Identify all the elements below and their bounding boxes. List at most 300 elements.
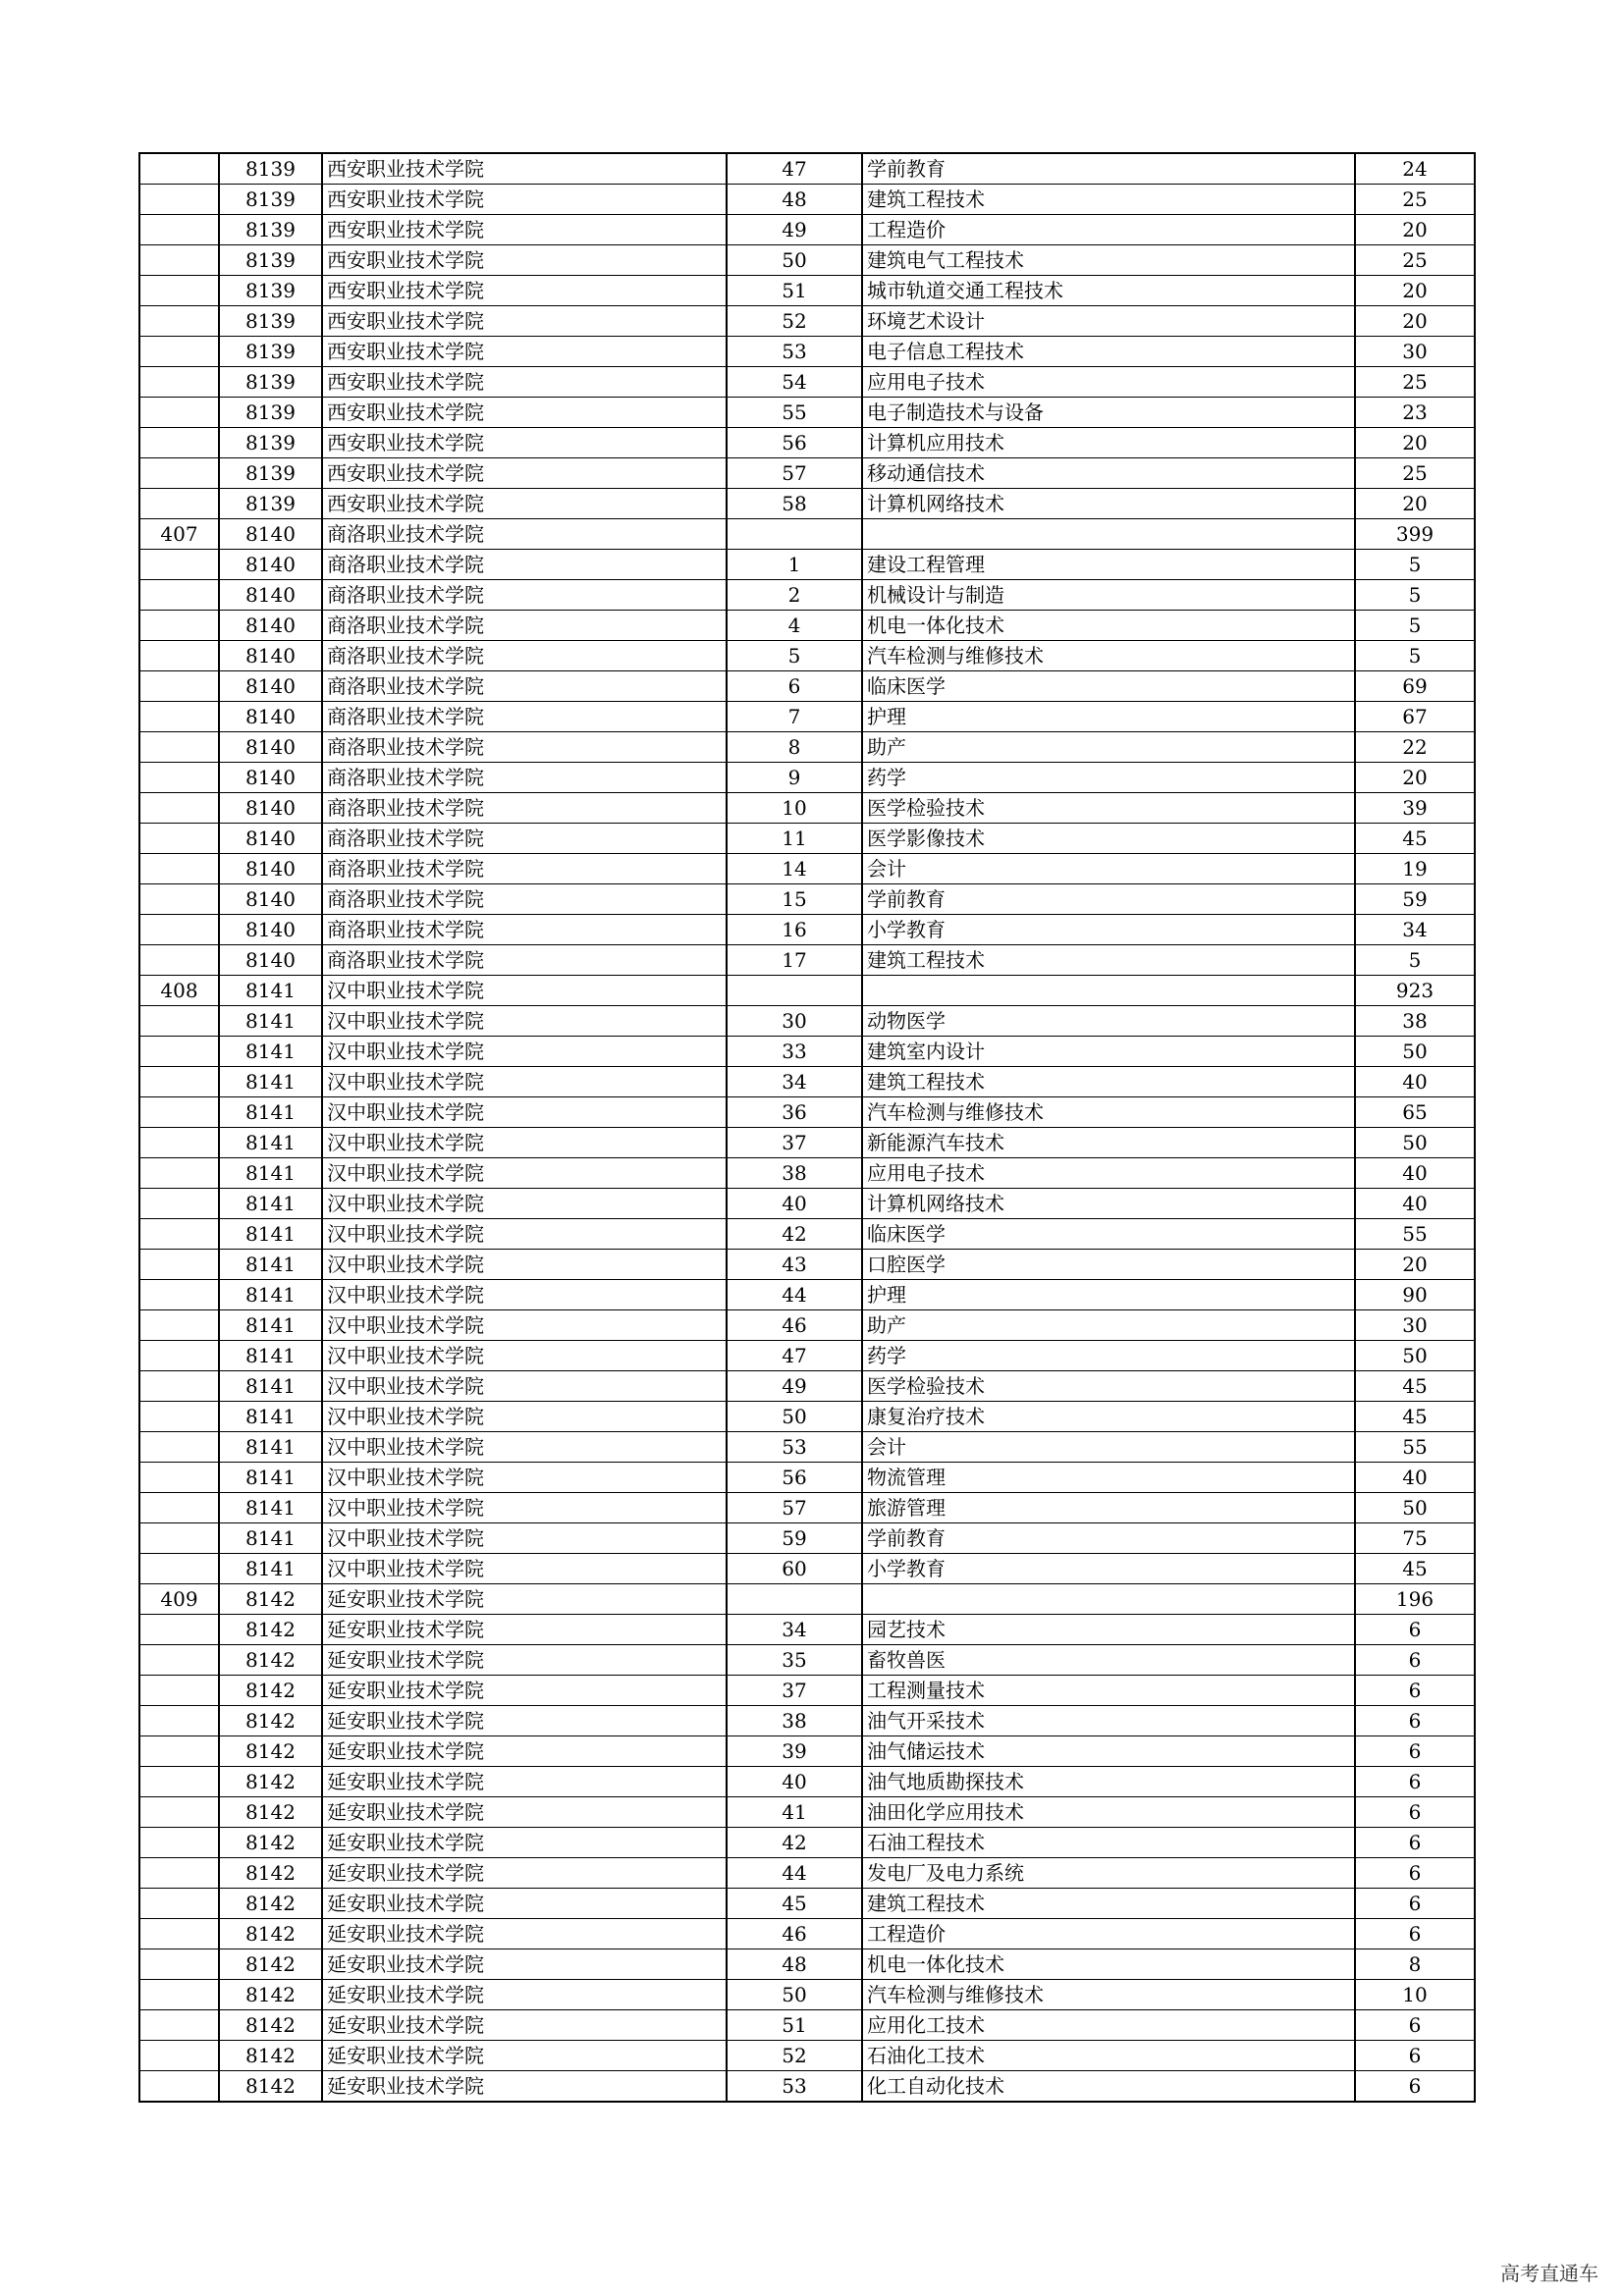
- seq-cell: [139, 1310, 219, 1341]
- plan-count-cell: 6: [1355, 1797, 1475, 1828]
- program-name-cell: 建筑工程技术: [862, 945, 1355, 976]
- school-name-cell: 延安职业技术学院: [322, 1645, 727, 1676]
- school-name-cell: 商洛职业技术学院: [322, 580, 727, 611]
- table-row: [139, 1980, 1475, 2010]
- seq-cell: [139, 793, 219, 824]
- plan-count-cell: 22: [1355, 732, 1475, 763]
- table-row: [139, 1889, 1475, 1919]
- school-name-cell: 延安职业技术学院: [322, 2071, 727, 2103]
- school-name-cell: 汉中职业技术学院: [322, 1037, 727, 1067]
- seq-cell: [139, 245, 219, 276]
- table-row: [139, 1432, 1475, 1463]
- table-row: [139, 550, 1475, 580]
- program-code-cell: 5: [727, 641, 862, 671]
- seq-cell: [139, 185, 219, 215]
- program-name-cell: 化工自动化技术: [862, 2071, 1355, 2103]
- table-row: [139, 1006, 1475, 1037]
- program-code-cell: 16: [727, 915, 862, 945]
- table-row: [139, 1828, 1475, 1858]
- plan-count-cell: 40: [1355, 1189, 1475, 1219]
- school-code-cell: 8140: [219, 732, 322, 763]
- school-code-cell: 8141: [219, 1158, 322, 1189]
- school-code-cell: 8142: [219, 1980, 322, 2010]
- program-code-cell: 4: [727, 611, 862, 641]
- program-name-cell: 石油化工技术: [862, 2041, 1355, 2071]
- program-name-cell: 会计: [862, 854, 1355, 884]
- school-code-cell: 8140: [219, 854, 322, 884]
- school-name-cell: 延安职业技术学院: [322, 1919, 727, 1949]
- program-code-cell: 40: [727, 1189, 862, 1219]
- school-name-cell: 商洛职业技术学院: [322, 671, 727, 702]
- program-name-cell: 学前教育: [862, 1523, 1355, 1554]
- program-code-cell: 46: [727, 1310, 862, 1341]
- school-name-cell: 汉中职业技术学院: [322, 1310, 727, 1341]
- program-code-cell: 52: [727, 2041, 862, 2071]
- program-name-cell: 建筑工程技术: [862, 1067, 1355, 1097]
- seq-cell: [139, 489, 219, 519]
- table-row: [139, 1706, 1475, 1736]
- school-code-cell: 8139: [219, 337, 322, 367]
- program-code-cell: 50: [727, 245, 862, 276]
- plan-count-cell: 10: [1355, 1980, 1475, 2010]
- table-row: [139, 1250, 1475, 1280]
- table-row: [139, 732, 1475, 763]
- plan-count-cell: 30: [1355, 337, 1475, 367]
- program-code-cell: 36: [727, 1097, 862, 1128]
- program-name-cell: 油气开采技术: [862, 1706, 1355, 1736]
- program-name-cell: 计算机应用技术: [862, 428, 1355, 458]
- seq-cell: [139, 1067, 219, 1097]
- school-name-cell: 延安职业技术学院: [322, 1767, 727, 1797]
- plan-count-cell: 40: [1355, 1067, 1475, 1097]
- program-code-cell: 44: [727, 1858, 862, 1889]
- seq-cell: [139, 1858, 219, 1889]
- table-row: [139, 915, 1475, 945]
- program-code-cell: 53: [727, 337, 862, 367]
- plan-count-cell: 45: [1355, 824, 1475, 854]
- seq-cell: [139, 1676, 219, 1706]
- school-name-cell: 汉中职业技术学院: [322, 1463, 727, 1493]
- plan-count-cell: 5: [1355, 641, 1475, 671]
- plan-count-cell: 65: [1355, 1097, 1475, 1128]
- table-row: [139, 1310, 1475, 1341]
- table-row: [139, 1736, 1475, 1767]
- program-code-cell: 34: [727, 1067, 862, 1097]
- school-name-cell: 延安职业技术学院: [322, 1706, 727, 1736]
- school-name-cell: 西安职业技术学院: [322, 215, 727, 245]
- program-name-cell: 发电厂及电力系统: [862, 1858, 1355, 1889]
- program-code-cell: 56: [727, 1463, 862, 1493]
- table-row: [139, 1189, 1475, 1219]
- program-name-cell: 环境艺术设计: [862, 306, 1355, 337]
- table-row: [139, 306, 1475, 337]
- program-code-cell: 17: [727, 945, 862, 976]
- school-code-cell: 8141: [219, 1250, 322, 1280]
- school-name-cell: 汉中职业技术学院: [322, 1280, 727, 1310]
- seq-cell: [139, 1219, 219, 1250]
- table-row: [139, 884, 1475, 915]
- program-code-cell: 44: [727, 1280, 862, 1310]
- seq-cell: [139, 1645, 219, 1676]
- plan-count-cell: 50: [1355, 1037, 1475, 1067]
- program-name-cell: 医学检验技术: [862, 1371, 1355, 1402]
- program-code-cell: [727, 519, 862, 550]
- school-code-cell: 8141: [219, 1523, 322, 1554]
- plan-count-cell: 45: [1355, 1371, 1475, 1402]
- program-name-cell: 旅游管理: [862, 1493, 1355, 1523]
- school-code-cell: 8141: [219, 1037, 322, 1067]
- seq-cell: [139, 1828, 219, 1858]
- plan-count-cell: 45: [1355, 1554, 1475, 1584]
- program-name-cell: 油气地质勘探技术: [862, 1767, 1355, 1797]
- table-row: [139, 1128, 1475, 1158]
- school-code-cell: 8142: [219, 2010, 322, 2041]
- school-code-cell: 8142: [219, 1889, 322, 1919]
- program-name-cell: 机械设计与制造: [862, 580, 1355, 611]
- school-code-cell: 8141: [219, 1402, 322, 1432]
- table-row: [139, 245, 1475, 276]
- program-code-cell: 55: [727, 398, 862, 428]
- program-code-cell: 53: [727, 2071, 862, 2103]
- table-body: [139, 153, 1475, 2102]
- school-name-cell: 汉中职业技术学院: [322, 1371, 727, 1402]
- school-name-cell: 汉中职业技术学院: [322, 1402, 727, 1432]
- school-name-cell: 延安职业技术学院: [322, 1980, 727, 2010]
- table-row: [139, 1523, 1475, 1554]
- plan-count-cell: 5: [1355, 611, 1475, 641]
- school-name-cell: 汉中职业技术学院: [322, 1097, 727, 1128]
- school-code-cell: 8142: [219, 2041, 322, 2071]
- plan-count-cell: 5: [1355, 550, 1475, 580]
- school-name-cell: 商洛职业技术学院: [322, 550, 727, 580]
- program-name-cell: 汽车检测与维修技术: [862, 1980, 1355, 2010]
- table-row: [139, 580, 1475, 611]
- school-code-cell: 8142: [219, 1584, 322, 1615]
- seq-cell: [139, 1037, 219, 1067]
- table-row: [139, 763, 1475, 793]
- plan-count-cell: 20: [1355, 428, 1475, 458]
- school-code-cell: 8141: [219, 1463, 322, 1493]
- school-name-cell: 商洛职业技术学院: [322, 519, 727, 550]
- plan-count-cell: 6: [1355, 2041, 1475, 2071]
- table-row: [139, 1797, 1475, 1828]
- school-code-cell: 8140: [219, 824, 322, 854]
- seq-cell: [139, 398, 219, 428]
- school-name-cell: 商洛职业技术学院: [322, 763, 727, 793]
- plan-count-cell: 5: [1355, 580, 1475, 611]
- seq-cell: [139, 153, 219, 185]
- school-name-cell: 汉中职业技术学院: [322, 1493, 727, 1523]
- program-code-cell: 49: [727, 1371, 862, 1402]
- school-code-cell: 8141: [219, 1219, 322, 1250]
- program-code-cell: 41: [727, 1797, 862, 1828]
- table-row: [139, 854, 1475, 884]
- program-code-cell: 59: [727, 1523, 862, 1554]
- school-name-cell: 西安职业技术学院: [322, 489, 727, 519]
- school-code-cell: 8140: [219, 915, 322, 945]
- plan-count-cell: 75: [1355, 1523, 1475, 1554]
- seq-cell: [139, 1523, 219, 1554]
- seq-cell: [139, 1493, 219, 1523]
- table-row: [139, 1371, 1475, 1402]
- school-code-cell: 8141: [219, 1189, 322, 1219]
- program-name-cell: 园艺技术: [862, 1615, 1355, 1645]
- seq-cell: [139, 884, 219, 915]
- school-code-cell: 8142: [219, 1676, 322, 1706]
- table-row: [139, 945, 1475, 976]
- plan-count-cell: 20: [1355, 1250, 1475, 1280]
- school-name-cell: 延安职业技术学院: [322, 1828, 727, 1858]
- program-name-cell: [862, 976, 1355, 1006]
- school-code-cell: 8140: [219, 793, 322, 824]
- school-name-cell: 延安职业技术学院: [322, 2010, 727, 2041]
- plan-count-cell: 6: [1355, 1919, 1475, 1949]
- program-code-cell: 7: [727, 702, 862, 732]
- school-code-cell: 8139: [219, 489, 322, 519]
- table-row: [139, 1676, 1475, 1706]
- program-code-cell: 42: [727, 1828, 862, 1858]
- plan-count-cell: 20: [1355, 489, 1475, 519]
- plan-count-cell: 20: [1355, 306, 1475, 337]
- program-name-cell: 助产: [862, 1310, 1355, 1341]
- program-code-cell: 11: [727, 824, 862, 854]
- plan-count-cell: 45: [1355, 1402, 1475, 1432]
- program-code-cell: 46: [727, 1919, 862, 1949]
- plan-count-cell: 25: [1355, 245, 1475, 276]
- seq-cell: 409: [139, 1584, 219, 1615]
- plan-count-cell: 55: [1355, 1219, 1475, 1250]
- school-code-cell: 8140: [219, 550, 322, 580]
- school-name-cell: 商洛职业技术学院: [322, 945, 727, 976]
- plan-count-cell: 6: [1355, 1767, 1475, 1797]
- program-name-cell: 电子制造技术与设备: [862, 398, 1355, 428]
- school-name-cell: 延安职业技术学院: [322, 2041, 727, 2071]
- plan-count-cell: 24: [1355, 153, 1475, 185]
- program-code-cell: 49: [727, 215, 862, 245]
- plan-count-cell: 6: [1355, 1736, 1475, 1767]
- program-code-cell: 8: [727, 732, 862, 763]
- program-name-cell: 计算机网络技术: [862, 1189, 1355, 1219]
- plan-count-cell: 6: [1355, 2010, 1475, 2041]
- plan-count-cell: 20: [1355, 215, 1475, 245]
- plan-count-cell: 34: [1355, 915, 1475, 945]
- plan-count-cell: 40: [1355, 1158, 1475, 1189]
- plan-count-cell: 39: [1355, 793, 1475, 824]
- school-name-cell: 延安职业技术学院: [322, 1676, 727, 1706]
- program-name-cell: 学前教育: [862, 153, 1355, 185]
- plan-count-cell: 8: [1355, 1949, 1475, 1980]
- watermark-text: 高考直通车: [1500, 2262, 1598, 2285]
- program-code-cell: 42: [727, 1219, 862, 1250]
- program-code-cell: 47: [727, 153, 862, 185]
- program-name-cell: 小学教育: [862, 915, 1355, 945]
- school-name-cell: 商洛职业技术学院: [322, 793, 727, 824]
- plan-count-cell: 69: [1355, 671, 1475, 702]
- program-name-cell: [862, 519, 1355, 550]
- program-code-cell: 14: [727, 854, 862, 884]
- program-name-cell: 建筑工程技术: [862, 185, 1355, 215]
- school-code-cell: 8141: [219, 1128, 322, 1158]
- seq-cell: [139, 763, 219, 793]
- seq-cell: [139, 1280, 219, 1310]
- school-name-cell: 延安职业技术学院: [322, 1949, 727, 1980]
- school-name-cell: 汉中职业技术学院: [322, 1189, 727, 1219]
- school-name-cell: 延安职业技术学院: [322, 1797, 727, 1828]
- program-code-cell: 2: [727, 580, 862, 611]
- school-name-cell: 西安职业技术学院: [322, 428, 727, 458]
- seq-cell: [139, 1949, 219, 1980]
- school-name-cell: 商洛职业技术学院: [322, 641, 727, 671]
- program-code-cell: 37: [727, 1128, 862, 1158]
- seq-cell: [139, 702, 219, 732]
- school-code-cell: 8139: [219, 153, 322, 185]
- table-row: [139, 1097, 1475, 1128]
- program-name-cell: 应用化工技术: [862, 2010, 1355, 2041]
- seq-cell: [139, 1463, 219, 1493]
- plan-count-cell: 6: [1355, 1889, 1475, 1919]
- table-row: [139, 398, 1475, 428]
- program-code-cell: 45: [727, 1889, 862, 1919]
- school-name-cell: 商洛职业技术学院: [322, 702, 727, 732]
- plan-count-cell: 23: [1355, 398, 1475, 428]
- program-name-cell: 工程造价: [862, 1919, 1355, 1949]
- seq-cell: [139, 1189, 219, 1219]
- school-name-cell: 商洛职业技术学院: [322, 915, 727, 945]
- school-code-cell: 8140: [219, 702, 322, 732]
- plan-count-cell: 25: [1355, 458, 1475, 489]
- plan-count-cell: 50: [1355, 1341, 1475, 1371]
- school-code-cell: 8140: [219, 671, 322, 702]
- seq-cell: [139, 2010, 219, 2041]
- seq-cell: [139, 1797, 219, 1828]
- school-name-cell: 商洛职业技术学院: [322, 854, 727, 884]
- program-code-cell: 60: [727, 1554, 862, 1584]
- school-code-cell: 8141: [219, 1280, 322, 1310]
- program-name-cell: 石油工程技术: [862, 1828, 1355, 1858]
- program-code-cell: 37: [727, 1676, 862, 1706]
- table-row: [139, 2010, 1475, 2041]
- school-code-cell: 8141: [219, 1432, 322, 1463]
- plan-count-cell: 196: [1355, 1584, 1475, 1615]
- program-code-cell: 35: [727, 1645, 862, 1676]
- program-code-cell: 48: [727, 185, 862, 215]
- school-code-cell: 8142: [219, 1949, 322, 1980]
- program-name-cell: 护理: [862, 1280, 1355, 1310]
- school-name-cell: 西安职业技术学院: [322, 245, 727, 276]
- seq-cell: [139, 1980, 219, 2010]
- school-code-cell: 8139: [219, 185, 322, 215]
- program-name-cell: 护理: [862, 702, 1355, 732]
- program-code-cell: 34: [727, 1615, 862, 1645]
- seq-cell: [139, 854, 219, 884]
- seq-cell: [139, 1402, 219, 1432]
- school-code-cell: 8139: [219, 276, 322, 306]
- program-name-cell: 口腔医学: [862, 1250, 1355, 1280]
- school-name-cell: 商洛职业技术学院: [322, 732, 727, 763]
- table-row: [139, 1067, 1475, 1097]
- school-name-cell: 延安职业技术学院: [322, 1858, 727, 1889]
- table-row: [139, 2041, 1475, 2071]
- table-row: [139, 1463, 1475, 1493]
- seq-cell: [139, 641, 219, 671]
- program-code-cell: 53: [727, 1432, 862, 1463]
- school-code-cell: 8142: [219, 1736, 322, 1767]
- school-name-cell: 西安职业技术学院: [322, 153, 727, 185]
- program-name-cell: 药学: [862, 1341, 1355, 1371]
- program-name-cell: 城市轨道交通工程技术: [862, 276, 1355, 306]
- table-row: [139, 1767, 1475, 1797]
- seq-cell: [139, 2041, 219, 2071]
- seq-cell: [139, 1158, 219, 1189]
- seq-cell: [139, 1250, 219, 1280]
- table-row: [139, 1158, 1475, 1189]
- seq-cell: [139, 1889, 219, 1919]
- school-code-cell: 8140: [219, 611, 322, 641]
- school-name-cell: 西安职业技术学院: [322, 337, 727, 367]
- seq-cell: 407: [139, 519, 219, 550]
- seq-cell: [139, 732, 219, 763]
- plan-count-cell: 6: [1355, 2071, 1475, 2103]
- plan-count-cell: 6: [1355, 1676, 1475, 1706]
- plan-count-cell: 67: [1355, 702, 1475, 732]
- program-code-cell: [727, 1584, 862, 1615]
- school-name-cell: 汉中职业技术学院: [322, 1523, 727, 1554]
- school-code-cell: 8140: [219, 641, 322, 671]
- seq-cell: [139, 671, 219, 702]
- table-row: [139, 702, 1475, 732]
- program-name-cell: 小学教育: [862, 1554, 1355, 1584]
- school-name-cell: 汉中职业技术学院: [322, 1219, 727, 1250]
- program-name-cell: 移动通信技术: [862, 458, 1355, 489]
- plan-count-cell: 6: [1355, 1706, 1475, 1736]
- table-row: [139, 1858, 1475, 1889]
- program-name-cell: 油田化学应用技术: [862, 1797, 1355, 1828]
- program-name-cell: 油气储运技术: [862, 1736, 1355, 1767]
- table-row: [139, 976, 1475, 1006]
- school-code-cell: 8140: [219, 763, 322, 793]
- school-code-cell: 8141: [219, 1067, 322, 1097]
- school-name-cell: 商洛职业技术学院: [322, 824, 727, 854]
- plan-count-cell: 90: [1355, 1280, 1475, 1310]
- table-row: [139, 2071, 1475, 2103]
- plan-count-cell: 25: [1355, 185, 1475, 215]
- table-row: [139, 1219, 1475, 1250]
- seq-cell: [139, 1554, 219, 1584]
- program-name-cell: 临床医学: [862, 671, 1355, 702]
- program-code-cell: 43: [727, 1250, 862, 1280]
- school-code-cell: 8141: [219, 1097, 322, 1128]
- school-code-cell: 8141: [219, 1006, 322, 1037]
- seq-cell: [139, 580, 219, 611]
- table-row: [139, 793, 1475, 824]
- table-row: [139, 671, 1475, 702]
- program-name-cell: 畜牧兽医: [862, 1645, 1355, 1676]
- table-row: [139, 215, 1475, 245]
- school-name-cell: 汉中职业技术学院: [322, 1432, 727, 1463]
- table-row: [139, 153, 1475, 185]
- table-row: [139, 611, 1475, 641]
- program-code-cell: 10: [727, 793, 862, 824]
- school-name-cell: 西安职业技术学院: [322, 458, 727, 489]
- school-code-cell: 8141: [219, 1341, 322, 1371]
- program-name-cell: [862, 1584, 1355, 1615]
- program-code-cell: 15: [727, 884, 862, 915]
- seq-cell: [139, 824, 219, 854]
- school-code-cell: 8141: [219, 1493, 322, 1523]
- school-code-cell: 8139: [219, 306, 322, 337]
- school-code-cell: 8140: [219, 580, 322, 611]
- seq-cell: [139, 611, 219, 641]
